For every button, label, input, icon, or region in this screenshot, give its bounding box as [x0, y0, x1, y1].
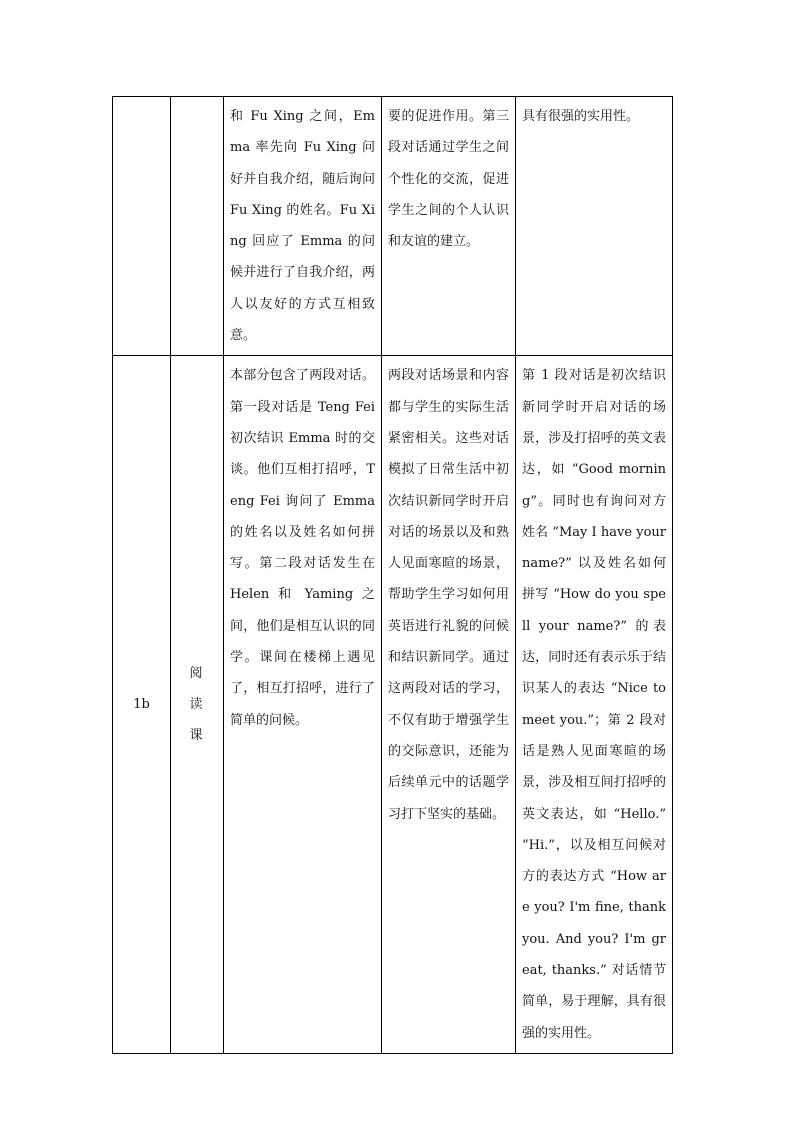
content-cell: 和 Fu Xing 之间，Emma 率先向 Fu Xing 问好并自我介绍，随后询问 Fu Xing 的姓名。Fu Xing 回应了 Emma 的问候并进行了自我介绍，两人以友好的方式互相致意。 — [224, 97, 382, 356]
analysis-cell: 两段对话场景和内容都与学生的实际生活紧密相关。这些对话模拟了日常生活中初次结识新同学时开启对话的场景以及和熟人见面寒暄的场景，帮助学生学习如何用英语进行礼貌的问候和结识新同学。通过这两段对话的学习，不仅有助于增强学生的交际意识，还能为后续单元中的话题学习打下坚实的基础。 — [382, 356, 516, 1054]
section-cell — [113, 97, 171, 356]
content-cell: 本部分包含了两段对话。第一段对话是 Teng Fei 初次结识 Emma 时的交谈。他们互相打招呼，Teng Fei 询问了 Emma 的姓名以及姓名如何拼写。第二段对话发生在 Helen 和 Yaming 之间，他们是相互认识的同学。课间在楼梯上遇见了，相互打招呼，进行了简单的问候。 — [224, 356, 382, 1054]
lesson-type-cell — [171, 97, 224, 356]
section-cell: 1b — [113, 356, 171, 1054]
value-cell: 具有很强的实用性。 — [516, 97, 673, 356]
analysis-cell: 要的促进作用。第三段对话通过学生之间个性化的交流，促进学生之间的个人认识和友谊的建立。 — [382, 97, 516, 356]
lesson-analysis-table — [112, 96, 673, 1054]
lesson-type-cell: 阅读课 — [171, 356, 224, 1054]
table-row — [113, 97, 673, 356]
value-cell: 第 1 段对话是初次结识新同学时开启对话的场景，涉及打招呼的英文表达，如 “Good morning”。同时也有询问对方姓名 “May I have your name?” 以及姓名如何拼写 “How do you spell your name?” 的表达，同时还有表示乐于结识某人的表达 “Nice to meet you.”；第 2 段对话是熟人见面寒暄的场景，涉及相互间打招呼的英文表达，如 “Hello.” “Hi.”，以及相互问候对方的表达方式 “How are you? I'm fine, thank you. And you? I'm great, thanks.” 对话情节简单，易于理解，具有很强的实用性。 — [516, 356, 673, 1054]
table-row — [113, 356, 673, 1054]
